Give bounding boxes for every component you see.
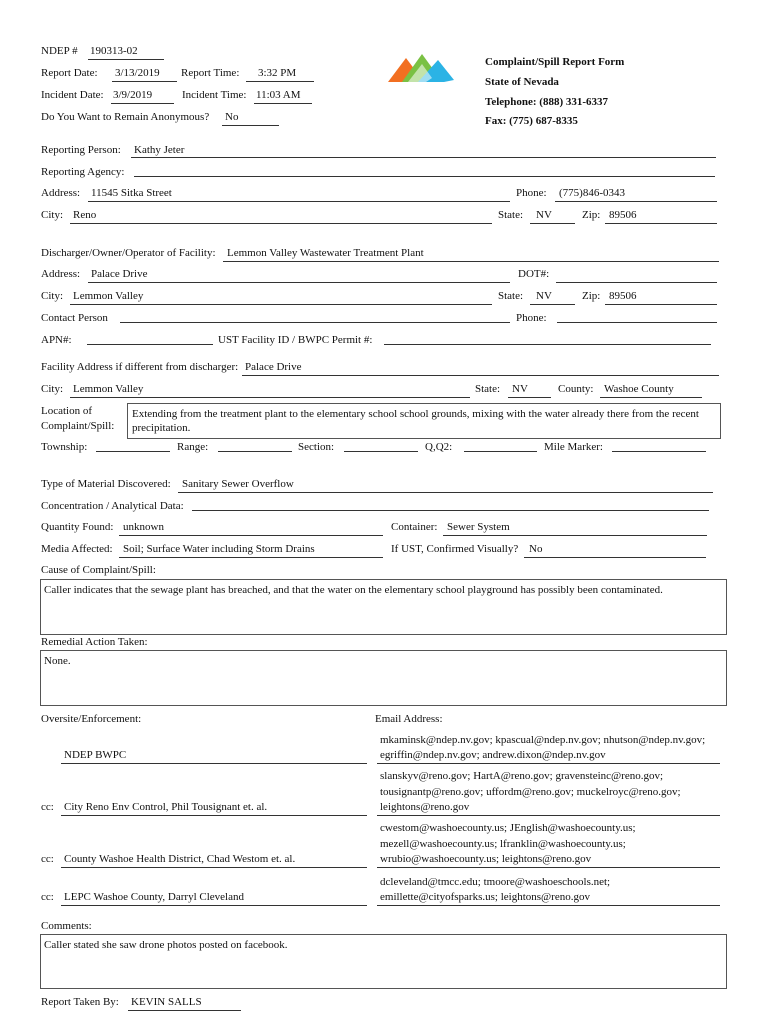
discharger-city-value[interactable]: Lemmon Valley bbox=[73, 290, 144, 302]
material-type-value[interactable]: Sanitary Sewer Overflow bbox=[182, 478, 294, 490]
discharger-state-underline bbox=[530, 304, 575, 305]
report-taken-by-underline bbox=[128, 1010, 241, 1011]
discharger-zip-underline bbox=[605, 304, 717, 305]
cc-emails-3-line1[interactable]: dcleveland@tmcc.edu; tmoore@washoeschools.net; bbox=[380, 876, 611, 888]
report-taken-by-value[interactable]: KEVIN SALLS bbox=[131, 996, 202, 1008]
ndep-number-label: NDEP # bbox=[41, 45, 78, 57]
concentration-field[interactable] bbox=[192, 510, 709, 511]
cc-emails-1-line2[interactable]: tousignantp@reno.gov; uffordm@reno.gov; muckelroyc@reno.gov; bbox=[380, 786, 681, 798]
container-value[interactable]: Sewer System bbox=[447, 521, 510, 533]
cc-label-2: cc: bbox=[41, 853, 54, 865]
container-label: Container: bbox=[391, 521, 438, 533]
cc-label-3: cc: bbox=[41, 891, 54, 903]
report-time-underline bbox=[246, 81, 314, 82]
reporting-agency-field[interactable] bbox=[134, 176, 715, 177]
reporter-zip-underline bbox=[605, 223, 717, 224]
county-underline bbox=[600, 397, 702, 398]
anonymous-label: Do You Want to Remain Anonymous? bbox=[41, 111, 210, 123]
facility-city-underline bbox=[70, 397, 470, 398]
email-address-label: Email Address: bbox=[375, 713, 443, 725]
contact-person-label: Contact Person bbox=[41, 312, 108, 324]
nevada-mountains-logo bbox=[388, 52, 454, 84]
reporting-person-label: Reporting Person: bbox=[41, 144, 121, 156]
contact-person-field[interactable] bbox=[120, 322, 510, 323]
ndep-number-value[interactable]: 190313-02 bbox=[90, 45, 138, 57]
cc-emails-2-underline bbox=[377, 867, 720, 868]
incident-date-label: Incident Date: bbox=[41, 89, 104, 101]
reporter-state-underline bbox=[530, 223, 575, 224]
cause-value: Caller indicates that the sewage plant has breached, and that the water on the elementary school playground has possibly been contaminated. bbox=[44, 584, 663, 596]
apn-label: APN#: bbox=[41, 334, 72, 346]
report-date-underline bbox=[112, 81, 177, 82]
facility-city-value[interactable]: Lemmon Valley bbox=[73, 383, 144, 395]
section-field[interactable] bbox=[344, 451, 418, 452]
reporter-zip-value[interactable]: 89506 bbox=[609, 209, 637, 221]
discharger-phone-field[interactable] bbox=[557, 322, 717, 323]
cc-agency-1[interactable]: City Reno Env Control, Phil Tousignant et. al. bbox=[64, 801, 268, 813]
concentration-label: Concentration / Analytical Data: bbox=[41, 500, 184, 512]
anonymous-underline bbox=[222, 125, 279, 126]
facility-state-value[interactable]: NV bbox=[512, 383, 528, 395]
incident-date-value[interactable]: 3/9/2019 bbox=[113, 89, 153, 101]
location-label-line1: Location of bbox=[41, 405, 93, 417]
cc-emails-1-line1[interactable]: slanskyv@reno.gov; HartA@reno.gov; gravensteinc@reno.gov; bbox=[380, 770, 664, 782]
oversite-emails-underline bbox=[377, 763, 720, 764]
county-label: County: bbox=[558, 383, 594, 395]
discharger-underline bbox=[223, 261, 719, 262]
report-taken-by-label: Report Taken By: bbox=[41, 996, 119, 1008]
anonymous-value[interactable]: No bbox=[225, 111, 239, 123]
cc-emails-1-line3[interactable]: leightons@reno.gov bbox=[380, 801, 470, 813]
material-type-underline bbox=[178, 492, 713, 493]
reporter-state-value[interactable]: NV bbox=[536, 209, 552, 221]
ndep-number-underline bbox=[88, 59, 164, 60]
facility-city-label: City: bbox=[41, 383, 64, 395]
discharger-address-label: Address: bbox=[41, 268, 81, 280]
discharger-zip-label: Zip: bbox=[582, 290, 601, 302]
reporter-address-value[interactable]: 11545 Sitka Street bbox=[91, 187, 172, 199]
dot-field[interactable] bbox=[556, 282, 717, 283]
cc-emails-3-line2[interactable]: emillette@cityofsparks.us; leightons@reno.gov bbox=[380, 891, 590, 903]
agency-telephone: Telephone: (888) 331-6337 bbox=[485, 96, 609, 108]
oversite-emails-line2[interactable]: egriffin@ndep.nv.gov; andrew.dixon@ndep.nv.gov bbox=[380, 749, 606, 761]
mile-marker-field[interactable] bbox=[612, 451, 706, 452]
remedial-value: None. bbox=[44, 655, 71, 667]
report-date-label: Report Date: bbox=[41, 67, 98, 79]
dot-label: DOT#: bbox=[518, 268, 550, 280]
container-underline bbox=[443, 535, 707, 536]
township-label: Township: bbox=[41, 441, 88, 453]
county-value[interactable]: Washoe County bbox=[604, 383, 674, 395]
discharger-address-value[interactable]: Palace Drive bbox=[91, 268, 148, 280]
report-time-value[interactable]: 3:32 PM bbox=[258, 67, 297, 79]
discharger-state-value[interactable]: NV bbox=[536, 290, 552, 302]
cc-agency-1-underline bbox=[61, 815, 367, 816]
cc-emails-2-line2[interactable]: mezell@washoecounty.us; lfranklin@washoecounty.us; bbox=[380, 838, 626, 850]
reporter-phone-value[interactable]: (775)846-0343 bbox=[559, 187, 625, 199]
quantity-label: Quantity Found: bbox=[41, 521, 114, 533]
facility-state-underline bbox=[508, 397, 551, 398]
media-underline bbox=[119, 557, 383, 558]
section-label: Section: bbox=[298, 441, 335, 453]
report-time-label: Report Time: bbox=[181, 67, 240, 79]
media-value[interactable]: Soil; Surface Water including Storm Drains bbox=[123, 543, 315, 555]
qq-label: Q,Q2: bbox=[425, 441, 453, 453]
remedial-label: Remedial Action Taken: bbox=[41, 636, 148, 648]
state-of-nevada: State of Nevada bbox=[485, 76, 559, 88]
reporter-zip-label: Zip: bbox=[582, 209, 601, 221]
reporter-city-underline bbox=[70, 223, 492, 224]
range-field[interactable] bbox=[218, 451, 292, 452]
qq-field[interactable] bbox=[464, 451, 537, 452]
reporter-address-underline bbox=[88, 201, 510, 202]
discharger-state-label: State: bbox=[498, 290, 524, 302]
agency-fax: Fax: (775) 687-8335 bbox=[485, 115, 578, 127]
ust-visual-value[interactable]: No bbox=[529, 543, 543, 555]
media-label: Media Affected: bbox=[41, 543, 113, 555]
ust-visual-underline bbox=[524, 557, 706, 558]
cc-emails-3-underline bbox=[377, 905, 720, 906]
comments-label: Comments: bbox=[41, 920, 92, 932]
facility-address-underline bbox=[242, 375, 719, 376]
incident-time-value[interactable]: 11:03 AM bbox=[256, 89, 301, 101]
discharger-city-underline bbox=[70, 304, 492, 305]
range-label: Range: bbox=[177, 441, 209, 453]
reporter-phone-label: Phone: bbox=[516, 187, 547, 199]
incident-time-underline bbox=[254, 103, 312, 104]
discharger-address-underline bbox=[88, 282, 510, 283]
reporter-city-value[interactable]: Reno bbox=[73, 209, 97, 221]
facility-address-value[interactable]: Palace Drive bbox=[245, 361, 302, 373]
location-label-line2: Complaint/Spill: bbox=[41, 420, 115, 432]
reporter-address-label: Address: bbox=[41, 187, 81, 199]
incident-date-underline bbox=[111, 103, 174, 104]
oversite-agency[interactable]: NDEP BWPC bbox=[64, 749, 127, 761]
reporting-person-value[interactable]: Kathy Jeter bbox=[134, 144, 185, 156]
cc-agency-3[interactable]: LEPC Washoe County, Darryl Cleveland bbox=[64, 891, 244, 903]
quantity-value[interactable]: unknown bbox=[123, 521, 164, 533]
discharger-zip-value[interactable]: 89506 bbox=[609, 290, 637, 302]
discharger-label: Discharger/Owner/Operator of Facility: bbox=[41, 247, 216, 259]
cc-agency-3-underline bbox=[61, 905, 367, 906]
facility-state-label: State: bbox=[475, 383, 501, 395]
cause-label: Cause of Complaint/Spill: bbox=[41, 564, 156, 576]
discharger-phone-label: Phone: bbox=[516, 312, 547, 324]
location-value: Extending from the treatment plant to the elementary school school grounds, mixing with the water already there from the recent precipitation. bbox=[132, 408, 699, 434]
oversite-label: Oversite/Enforcement: bbox=[41, 713, 142, 725]
ust-visual-label: If UST, Confirmed Visually? bbox=[391, 543, 519, 555]
apn-field[interactable] bbox=[87, 344, 213, 345]
cc-emails-2-line1[interactable]: cwestom@washoecounty.us; JEnglish@washoecounty.us; bbox=[380, 822, 636, 834]
township-field[interactable] bbox=[96, 451, 170, 452]
reporter-state-label: State: bbox=[498, 209, 524, 221]
report-date-value[interactable]: 3/13/2019 bbox=[115, 67, 160, 79]
discharger-value[interactable]: Lemmon Valley Wastewater Treatment Plant bbox=[227, 247, 424, 259]
oversite-agency-underline bbox=[61, 763, 367, 764]
mile-marker-label: Mile Marker: bbox=[544, 441, 603, 453]
ust-permit-label: UST Facility ID / BWPC Permit #: bbox=[218, 334, 373, 346]
reporter-phone-underline bbox=[555, 201, 717, 202]
reporter-city-label: City: bbox=[41, 209, 64, 221]
cc-label-1: cc: bbox=[41, 801, 54, 813]
oversite-emails-line1[interactable]: mkaminsk@ndep.nv.gov; kpascual@ndep.nv.gov; nhutson@ndep.nv.gov; bbox=[380, 734, 706, 746]
ust-permit-field[interactable] bbox=[384, 344, 711, 345]
cc-agency-2-underline bbox=[61, 867, 367, 868]
cc-agency-2[interactable]: County Washoe Health District, Chad Westom et. al. bbox=[64, 853, 296, 865]
cc-emails-1-underline bbox=[377, 815, 720, 816]
reporting-person-underline bbox=[131, 157, 716, 158]
reporting-agency-label: Reporting Agency: bbox=[41, 166, 125, 178]
quantity-underline bbox=[119, 535, 383, 536]
form-title: Complaint/Spill Report Form bbox=[485, 56, 625, 68]
cc-emails-2-line3[interactable]: wrubio@washoecounty.us; leightons@reno.gov bbox=[380, 853, 592, 865]
comments-value: Caller stated she saw drone photos posted on facebook. bbox=[44, 939, 288, 951]
incident-time-label: Incident Time: bbox=[182, 89, 247, 101]
facility-address-label: Facility Address if different from discharger: bbox=[41, 361, 239, 373]
material-type-label: Type of Material Discovered: bbox=[41, 478, 171, 490]
discharger-city-label: City: bbox=[41, 290, 64, 302]
